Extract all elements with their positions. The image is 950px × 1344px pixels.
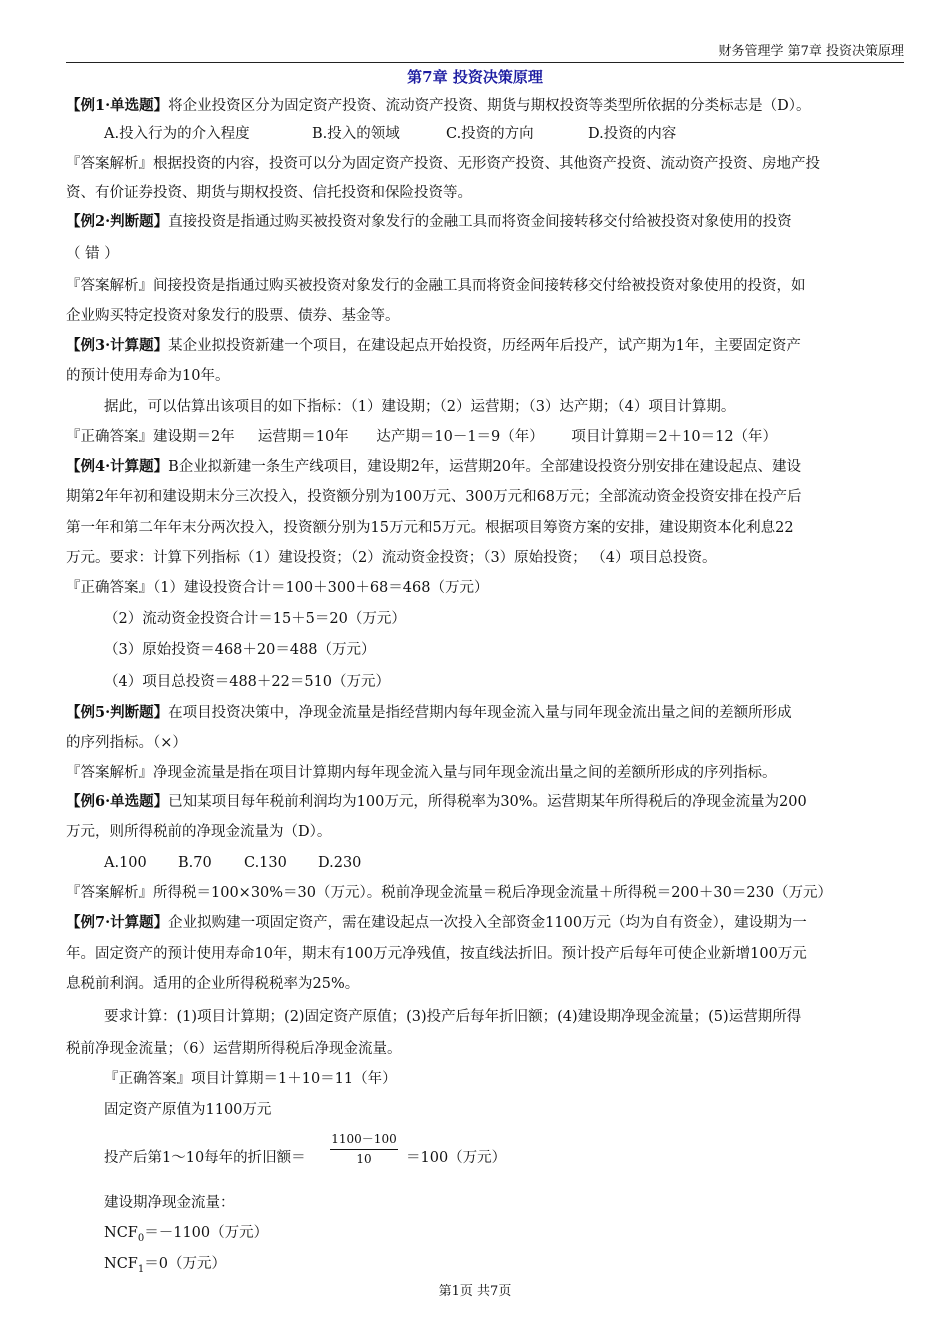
ex4-question-line2: 期第2年年初和建设期末分三次投入，投资额分别为100万元、300万元和68万元；全部流动资金投资安排在投产后 <box>66 489 802 505</box>
ex1-option-a: A.投入行为的介入程度 <box>104 126 250 142</box>
ex2-tag: 【例2·判断题】 <box>66 213 169 230</box>
ex7-answer-original-value: 固定资产原值为1100万元 <box>104 1102 272 1118</box>
ncf0-value: ＝－1100（万元） <box>144 1225 269 1241</box>
ex7-question-line1 <box>66 913 807 933</box>
ex6-option-c: C.130 <box>244 855 287 871</box>
ex3-answer: 『正确答案』建设期＝2年 运营期＝10年 达产期＝10－1＝9（年） 项目计算期＝2＋10＝12（年） <box>66 429 778 445</box>
ex6-question-line1 <box>66 792 807 812</box>
ex4-answer-4: （4）项目总投资＝488＋22＝510（万元） <box>104 674 391 690</box>
ex3-question-line1 <box>66 336 801 356</box>
ex1-answer-line2: 资、有价证券投资、期货与期权投资、信托投资和保险投资等。 <box>66 185 472 201</box>
ex1-tag: 【例1·单选题】 <box>66 97 169 114</box>
ex1-option-b: B.投入的领域 <box>312 126 400 142</box>
ex7-depreciation-denominator: 10 <box>356 1152 372 1166</box>
ex1-answer-line1: 『答案解析』根据投资的内容，投资可以分为固定资产投资、无形资产投资、其他资产投资、流动资产投资、房地产投 <box>66 156 820 172</box>
ex2-answer-line2: 企业购买特定投资对象发行的股票、债券、基金等。 <box>66 308 400 324</box>
ex4-answer-1: 『正确答案』（1）建设投资合计＝100＋300＋68＝468（万元） <box>66 580 489 596</box>
ex7-answer-period: 『正确答案』项目计算期＝1＋10＝11（年） <box>104 1071 397 1087</box>
ex2-question-text: 直接投资是指通过购买被投资对象发行的金融工具而将资金间接转移交付给被投资对象使用的投资 <box>168 214 792 230</box>
ex7-question-text: 企业拟购建一项固定资产，需在建设起点一次投入全部资金1100万元（均为自有资金），建设期为一 <box>168 915 807 931</box>
ex7-ncf1 <box>104 1254 226 1280</box>
ex5-answer: 『答案解析』净现金流量是指在项目计算期内每年现金流入量与同年现金流出量之间的差额所形成的序列指标。 <box>66 765 777 781</box>
ex5-tag: 【例5·判断题】 <box>66 704 169 721</box>
ex4-answer-3: （3）原始投资＝468＋20＝488（万元） <box>104 642 376 658</box>
ex1-question <box>66 96 811 116</box>
ex6-option-d: D.230 <box>318 855 362 871</box>
ex1-option-d: D.投资的内容 <box>588 126 677 142</box>
ncf0-label: NCF <box>104 1225 138 1241</box>
ex7-question-line2: 年。固定资产的预计使用寿命10年，期末有100万元净残值，按直线法折旧。预计投产后每年可使企业新增100万元 <box>66 946 807 962</box>
ex4-question-line4: 万元。要求：计算下列指标（1）建设投资；（2）流动资金投资；（3）原始投资； （4）项目总投资。 <box>66 550 717 566</box>
ncf1-value: ＝0（万元） <box>144 1256 226 1272</box>
ex4-question-line1 <box>66 457 801 477</box>
page-footer: 第1页 共7页 <box>438 1284 512 1299</box>
ex2-answer-line1: 『答案解析』间接投资是指通过购买被投资对象发行的金融工具而将资金间接转移交付给被投资对象使用的投资，如 <box>66 278 806 294</box>
ex7-requirement-line2: 税前净现金流量；（6）运营期所得税后净现金流量。 <box>66 1041 402 1057</box>
ex7-tag: 【例7·计算题】 <box>66 914 169 931</box>
ex1-options <box>104 124 676 144</box>
ncf1-subscript: 1 <box>137 1263 145 1275</box>
ex1-question-text: 将企业投资区分为固定资产投资、流动资产投资、期货与期权投资等类型所依据的分类标志是（D）。 <box>168 98 811 114</box>
ex6-question-text: 已知某项目每年税前利润均为100万元，所得税率为30%。运营期某年所得税后的净现金流量为200 <box>168 794 807 810</box>
ex7-depreciation-prefix: 投产后第1～10每年的折旧额＝ <box>104 1150 306 1166</box>
ex7-question-line3: 息税前利润。适用的企业所得税税率为25%。 <box>66 976 360 992</box>
ex5-question-text: 在项目投资决策中，净现金流量是指经营期内每年现金流入量与同年现金流出量之间的差额所形成 <box>168 705 792 721</box>
chapter-title: 第7章 投资决策原理 <box>407 68 543 86</box>
ex5-question-line2: 的序列指标。（×） <box>66 735 187 751</box>
ncf1-label: NCF <box>104 1256 138 1272</box>
ex6-option-a: A.100 <box>104 855 147 871</box>
ex3-question-text: 某企业拟投资新建一个项目，在建设起点开始投资，历经两年后投产，试产期为1年，主要固定资产 <box>168 338 801 354</box>
ex6-tag: 【例6·单选题】 <box>66 793 169 810</box>
ncf0-subscript: 0 <box>137 1232 145 1244</box>
ex5-question-line1 <box>66 703 792 723</box>
ex6-options <box>104 853 361 873</box>
ex4-question-line3: 第一年和第二年年末分两次投入，投资额分别为15万元和5万元。根据项目筹资方案的安排，建设期资本化利息22 <box>66 520 794 536</box>
fraction-bar <box>330 1149 398 1150</box>
ex6-question-line2: 万元，则所得税前的净现金流量为（D）。 <box>66 824 332 840</box>
ex7-depreciation-numerator: 1100－100 <box>331 1132 397 1146</box>
ex6-option-b: B.70 <box>178 855 212 871</box>
ex3-tag: 【例3·计算题】 <box>66 337 169 354</box>
ex2-mark: （ 错 ） <box>66 246 119 262</box>
ex7-construction-ncf-heading: 建设期净现金流量： <box>104 1195 235 1211</box>
ex2-question <box>66 212 792 232</box>
ex7-requirement-line1: 要求计算：(1)项目计算期；(2)固定资产原值；(3)投产后每年折旧额；(4)建设期净现金流量；(5)运营期所得 <box>104 1009 802 1025</box>
ex7-ncf0 <box>104 1223 268 1249</box>
header-divider <box>66 62 904 63</box>
ex1-option-c: C.投资的方向 <box>446 126 534 142</box>
running-header: 财务管理学 第7章 投资决策原理 <box>718 44 904 59</box>
ex4-answer-2: （2）流动资金投资合计＝15＋5＝20（万元） <box>104 611 406 627</box>
ex4-tag: 【例4·计算题】 <box>66 458 169 475</box>
ex3-question-line2: 的预计使用寿命为10年。 <box>66 368 230 384</box>
ex4-question-text: B企业拟新建一条生产线项目，建设期2年，运营期20年。全部建设投资分别安排在建设起点、建设 <box>168 459 801 475</box>
ex6-answer: 『答案解析』所得税＝100×30%＝30（万元）。税前净现金流量＝税后净现金流量＋所得税＝200＋30＝230（万元） <box>66 885 833 901</box>
ex7-depreciation-result: ＝100（万元） <box>406 1150 507 1166</box>
ex3-indicators: 据此，可以估算出该项目的如下指标：（1）建设期；（2）运营期；（3）达产期；（4）项目计算期。 <box>104 399 736 415</box>
